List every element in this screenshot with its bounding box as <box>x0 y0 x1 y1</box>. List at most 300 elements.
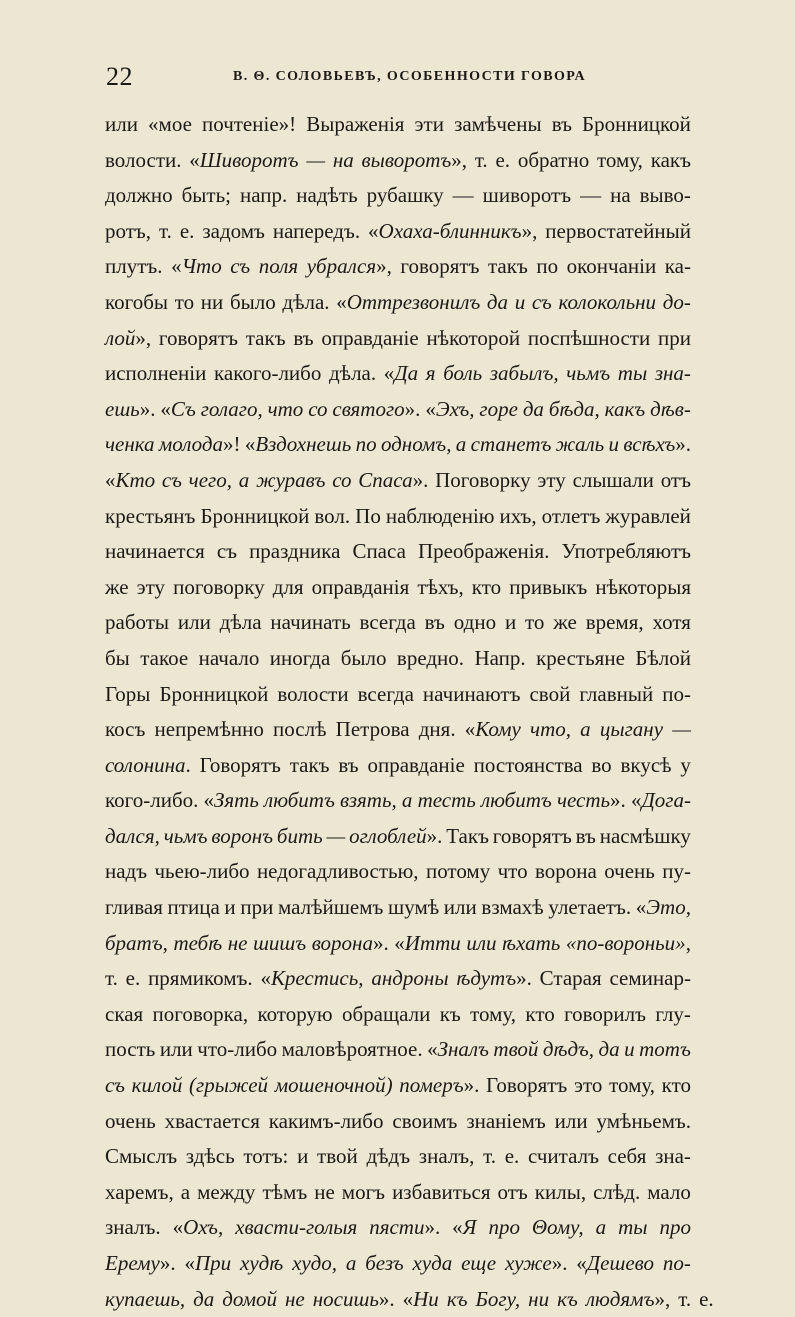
word <box>148 961 253 997</box>
plain-text: тѣхъ, <box>417 574 464 599</box>
plain-text: бы <box>105 645 130 670</box>
italic-text: молода <box>158 432 224 457</box>
text-line <box>105 249 691 285</box>
plain-text: очень <box>604 859 655 884</box>
plain-text: къ <box>439 1001 461 1026</box>
plain-text: « <box>189 147 200 172</box>
plain-text: говорятъ <box>400 254 480 279</box>
word <box>360 605 416 641</box>
word <box>257 997 332 1033</box>
italic-text: по <box>355 432 377 457</box>
plain-text: надѣть <box>296 183 358 208</box>
plain-text: Выраженія <box>306 112 405 136</box>
word <box>297 1139 308 1175</box>
plain-text: было <box>229 289 276 314</box>
plain-text: поговорку <box>173 574 265 599</box>
italic-text: а <box>595 1215 607 1240</box>
word <box>202 107 296 143</box>
word <box>105 570 129 606</box>
italic-text: дался, <box>105 823 160 848</box>
word <box>663 285 691 321</box>
word <box>475 143 488 179</box>
plain-text: дѣла. <box>328 361 377 386</box>
italic-text: или <box>466 930 497 955</box>
word <box>340 783 397 819</box>
italic-text: ты <box>617 361 648 386</box>
plain-text: т. <box>158 218 172 243</box>
plain-text: « <box>105 467 116 492</box>
italic-text: Спаса <box>358 467 413 492</box>
word <box>105 854 147 890</box>
plain-text: же <box>553 610 577 635</box>
word <box>655 997 691 1033</box>
plain-text: что <box>497 859 528 884</box>
italic-text: что, <box>530 717 571 742</box>
plain-text: работы <box>105 610 170 635</box>
word <box>566 926 691 962</box>
word <box>600 712 663 748</box>
text-line <box>105 783 691 819</box>
word <box>200 748 281 784</box>
word <box>307 249 392 285</box>
word <box>342 997 430 1033</box>
plain-text: « <box>630 788 642 813</box>
italic-text: какъ <box>604 396 646 421</box>
word <box>515 285 526 321</box>
plain-text: чьею-либо <box>154 859 250 884</box>
word <box>446 819 489 855</box>
word <box>148 107 192 143</box>
word <box>525 997 554 1033</box>
text-line <box>105 570 691 606</box>
word <box>175 285 194 321</box>
italic-text: ченка <box>105 432 155 457</box>
word <box>293 321 313 357</box>
plain-text: твой <box>317 1144 358 1169</box>
italic-text: честь <box>556 788 611 813</box>
text-line <box>105 356 691 392</box>
plain-text: «мое <box>148 112 192 136</box>
plain-text: дѣла <box>219 610 262 635</box>
plain-text: Поговорку <box>435 467 531 492</box>
plain-text: или <box>159 1037 193 1062</box>
italic-text: (грыжей <box>189 1073 269 1098</box>
plain-text: послѣ <box>273 717 327 742</box>
text-line <box>105 1068 691 1104</box>
plain-text: шиворотъ <box>482 183 572 208</box>
text-line <box>105 890 691 926</box>
italic-text: Что <box>181 254 222 279</box>
plain-text: начинать <box>270 610 351 635</box>
italic-text: да <box>193 1286 215 1311</box>
text-line <box>105 712 691 748</box>
plain-text: дѣдъ <box>366 1144 411 1169</box>
plain-text: при <box>657 325 691 350</box>
word <box>137 570 165 606</box>
plain-text: эту <box>136 574 166 599</box>
italic-text: людямъ <box>585 1286 655 1311</box>
word <box>528 1139 599 1175</box>
word <box>165 1104 260 1140</box>
plain-text: потому <box>425 859 491 884</box>
word <box>509 570 587 606</box>
word <box>661 463 691 499</box>
plain-text: кто <box>471 574 502 599</box>
word <box>562 534 692 570</box>
plain-text: По <box>355 503 381 528</box>
plain-text: какимъ-либо <box>268 1108 384 1133</box>
word <box>358 677 414 713</box>
italic-text: ты <box>618 1215 648 1240</box>
italic-text: на <box>332 147 354 172</box>
word <box>240 1246 283 1282</box>
word <box>162 463 182 499</box>
plain-text: считалъ <box>527 1144 599 1169</box>
text-line <box>105 854 691 890</box>
italic-text: святого <box>332 396 405 421</box>
italic-text: дѣдъ, <box>542 1037 595 1062</box>
word <box>423 677 521 713</box>
italic-text: худѣ <box>240 1251 284 1275</box>
plain-text: маловѣроятное. <box>281 1037 423 1062</box>
word <box>228 926 248 962</box>
plain-text: Напр. <box>474 645 526 670</box>
word <box>178 605 211 641</box>
word <box>171 249 222 285</box>
word <box>440 997 461 1033</box>
plain-text: эти <box>414 112 444 136</box>
word <box>399 1068 479 1104</box>
italic-text: бѣда, <box>548 396 600 421</box>
plain-text: въ <box>551 112 572 136</box>
italic-text: со <box>308 396 328 421</box>
body-text <box>105 107 714 1317</box>
word <box>105 356 206 392</box>
text-line <box>105 1210 691 1246</box>
word <box>246 321 286 357</box>
plain-text: должно <box>105 183 173 208</box>
italic-text: а <box>580 717 591 742</box>
italic-text: что <box>267 396 304 421</box>
plain-text: ». <box>610 788 626 813</box>
word <box>197 1175 255 1211</box>
word <box>105 285 168 321</box>
text-line <box>105 107 691 143</box>
word <box>105 1032 155 1068</box>
plain-text: непремѣнно <box>154 717 264 742</box>
word <box>647 1175 691 1211</box>
plain-text: . <box>185 752 191 777</box>
plain-text: всегда <box>359 610 416 635</box>
word <box>222 1282 277 1317</box>
italic-text: не <box>284 1286 305 1311</box>
word <box>394 926 461 962</box>
word <box>332 463 351 499</box>
word <box>552 107 572 143</box>
italic-text: померъ <box>399 1073 464 1098</box>
plain-text: », <box>135 325 152 350</box>
text-line <box>105 427 691 463</box>
word <box>413 1246 453 1282</box>
plain-text: « <box>464 717 476 742</box>
word <box>639 1032 691 1068</box>
plain-text: постоянства <box>473 752 583 777</box>
plain-text: кого-либо. <box>105 788 199 813</box>
word <box>472 570 501 606</box>
word <box>105 214 151 250</box>
plain-text: то <box>525 610 545 635</box>
italic-text: Богу, <box>475 1286 521 1311</box>
word <box>454 107 542 143</box>
italic-text: про <box>488 1215 520 1240</box>
word <box>240 178 287 214</box>
word <box>456 961 532 997</box>
italic-text: хвасти-голыя <box>235 1215 358 1240</box>
word <box>355 499 381 535</box>
plain-text: по- <box>662 681 691 706</box>
italic-text: не <box>227 930 248 955</box>
word <box>273 570 304 606</box>
italic-text: а <box>345 1251 357 1275</box>
word <box>257 854 419 890</box>
plain-text: волости. <box>105 147 182 172</box>
italic-text: чьмъ <box>163 823 208 848</box>
word <box>327 819 346 855</box>
plain-text: ». <box>159 1251 176 1275</box>
plain-text: оправданія <box>311 574 410 599</box>
word <box>591 748 611 784</box>
plain-text: Спаса <box>352 539 406 564</box>
plain-text: Бронницкой <box>159 681 269 706</box>
italic-text: шишъ <box>253 930 307 955</box>
word <box>580 178 601 214</box>
plain-text: ». <box>372 930 389 955</box>
plain-text: здѣсь <box>185 1144 235 1169</box>
word <box>576 1246 654 1282</box>
plain-text: ». <box>463 1073 480 1098</box>
plain-text: могъ <box>341 1179 386 1204</box>
plain-text: умѣньемъ. <box>596 1108 691 1133</box>
word <box>579 677 653 713</box>
plain-text: зналъ. <box>105 1215 161 1240</box>
word <box>402 783 413 819</box>
word <box>495 143 510 179</box>
word <box>105 427 155 463</box>
italic-text: Охаха-блинникъ <box>378 218 522 243</box>
plain-text: « <box>394 930 405 955</box>
plain-text: Старая <box>539 966 602 991</box>
plain-text: шумѣ <box>388 895 440 920</box>
plain-text: тому, <box>596 147 643 172</box>
italic-text: съ <box>105 1073 125 1098</box>
word <box>525 605 544 641</box>
word <box>586 605 644 641</box>
word <box>260 961 363 997</box>
plain-text: кто <box>525 1001 555 1026</box>
plain-text: такъ <box>488 254 528 279</box>
plain-text: « <box>425 396 436 421</box>
text-line <box>105 1104 691 1140</box>
word <box>454 605 496 641</box>
plain-text: « <box>184 1251 195 1275</box>
word <box>199 641 260 677</box>
plain-text: эту <box>537 467 566 492</box>
word <box>498 1175 528 1211</box>
word <box>105 641 130 677</box>
italic-text: убрался <box>306 254 377 279</box>
word <box>197 1032 277 1068</box>
italic-text: бить <box>276 823 323 848</box>
text-line <box>105 997 691 1033</box>
plain-text: кто <box>661 1073 691 1098</box>
plain-text: въ <box>424 610 445 635</box>
word <box>365 1246 403 1282</box>
plain-text: мало <box>647 1179 691 1204</box>
word <box>285 1282 305 1317</box>
plain-text: одно <box>453 610 497 635</box>
italic-text: забылъ, <box>489 361 559 386</box>
plain-text: и <box>297 1144 309 1169</box>
plain-text: начинаютъ <box>422 681 521 706</box>
italic-text: худа <box>412 1251 453 1275</box>
word <box>105 249 163 285</box>
italic-text: безъ <box>365 1251 404 1275</box>
plain-text: « <box>171 254 182 279</box>
italic-text: оглоблей <box>349 823 427 848</box>
word <box>264 783 335 819</box>
word <box>253 926 306 962</box>
plain-text: или <box>177 610 211 635</box>
word <box>608 1139 647 1175</box>
word <box>621 748 672 784</box>
word <box>189 143 298 179</box>
word <box>352 534 405 570</box>
italic-text: андроны <box>371 966 449 991</box>
word <box>126 961 141 997</box>
plain-text: « <box>576 1251 587 1275</box>
word <box>105 712 145 748</box>
word <box>415 107 444 143</box>
word <box>306 107 404 143</box>
word <box>388 890 439 926</box>
word <box>536 249 558 285</box>
plain-text: крестьяне <box>536 645 625 670</box>
plain-text: « <box>172 1215 184 1240</box>
plain-text: зналъ, <box>418 1144 475 1169</box>
italic-text: по- <box>662 1251 691 1275</box>
plain-text: « <box>336 289 347 314</box>
italic-text: цыгану <box>599 717 664 742</box>
word <box>537 463 565 499</box>
word <box>273 214 360 250</box>
italic-text: Эхъ, <box>435 396 475 421</box>
word <box>604 854 655 890</box>
word <box>312 570 410 606</box>
plain-text: ». <box>378 1286 395 1311</box>
word <box>502 926 560 962</box>
plain-text: дня. <box>418 717 456 742</box>
italic-text: Крестись, <box>270 966 364 991</box>
word <box>173 926 222 962</box>
word <box>493 1032 538 1068</box>
word <box>277 677 348 713</box>
word <box>672 712 691 748</box>
italic-text: братъ, <box>105 930 168 955</box>
italic-text: взять, <box>340 788 397 813</box>
italic-text: ни <box>528 1286 550 1311</box>
word <box>426 356 436 392</box>
italic-text: къ <box>446 1286 468 1311</box>
word <box>609 1068 655 1104</box>
word <box>532 1210 584 1246</box>
text-line <box>105 1246 691 1282</box>
plain-text: малѣйшемъ <box>277 895 384 920</box>
word <box>159 214 172 250</box>
plain-text: такое <box>140 645 189 670</box>
plain-text: выво- <box>639 183 691 208</box>
italic-text: чего, <box>188 467 232 492</box>
page-header <box>106 58 686 94</box>
plain-text: при <box>240 895 274 920</box>
plain-text: », <box>654 1286 671 1311</box>
italic-text: ѣхать <box>502 930 561 955</box>
word <box>220 605 262 641</box>
word <box>418 783 476 819</box>
plain-text: улетаетъ. <box>548 895 632 920</box>
italic-text: купаешь, <box>105 1286 186 1311</box>
plain-text: взмахѣ <box>481 895 544 920</box>
italic-text: Итти <box>404 930 461 955</box>
text-line <box>105 463 691 499</box>
word <box>211 819 273 855</box>
text-line <box>105 1032 691 1068</box>
word <box>105 1246 176 1282</box>
plain-text: быть; <box>181 183 232 208</box>
word <box>386 499 495 535</box>
word <box>586 1282 670 1317</box>
italic-text: твой <box>493 1037 539 1062</box>
plain-text: журавлей <box>605 503 691 528</box>
plain-text: иногда <box>269 645 331 670</box>
plain-text: было <box>340 645 387 670</box>
plain-text: поспѣшности <box>527 325 651 350</box>
word <box>105 819 160 855</box>
plain-text: тому, <box>609 1073 655 1098</box>
italic-text: да <box>522 396 544 421</box>
text-line <box>105 641 691 677</box>
italic-text: пясти <box>369 1215 425 1240</box>
plain-text: « <box>368 218 379 243</box>
word <box>487 285 508 321</box>
plain-text: е. <box>125 966 141 991</box>
plain-text: праздника <box>249 539 341 564</box>
word <box>105 783 198 819</box>
text-line <box>105 392 691 428</box>
word <box>453 178 474 214</box>
word <box>235 1210 357 1246</box>
word <box>105 1175 174 1211</box>
word <box>650 392 691 428</box>
plain-text: дѣла. <box>282 289 330 314</box>
word <box>488 249 528 285</box>
word <box>366 1139 410 1175</box>
plain-text: « <box>427 1037 438 1062</box>
word <box>559 285 657 321</box>
plain-text: е. <box>179 218 195 243</box>
word <box>665 249 691 285</box>
word <box>618 356 647 392</box>
word <box>105 890 163 926</box>
